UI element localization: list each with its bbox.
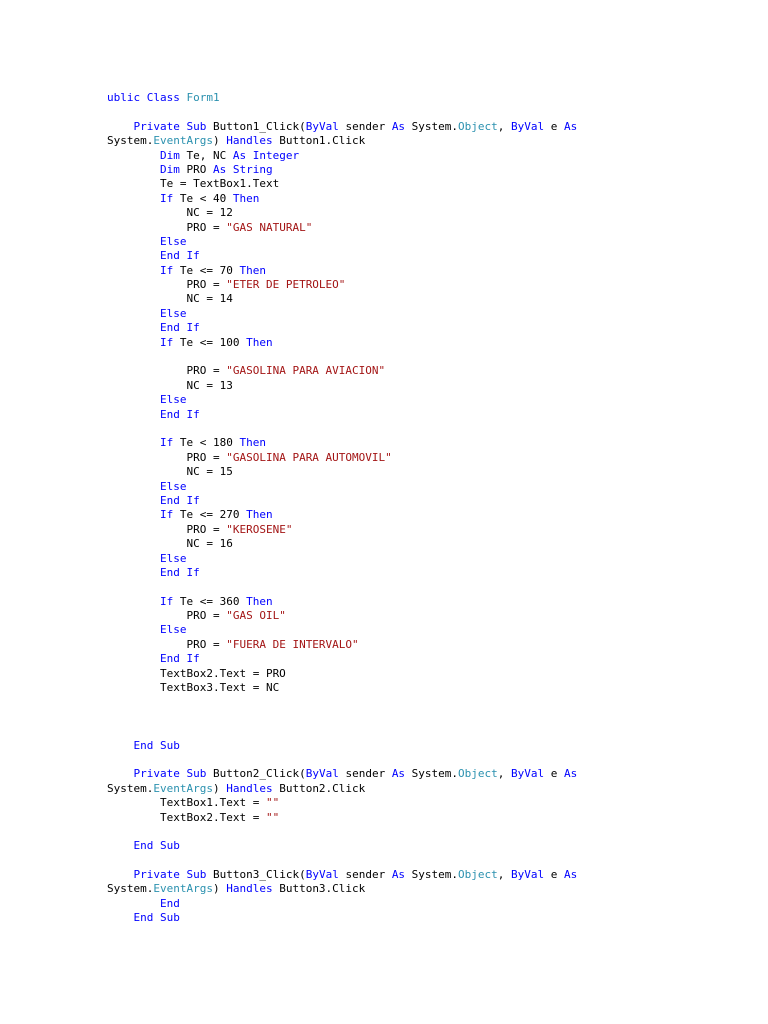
string-token: "KEROSENE" [226, 522, 293, 536]
code-token: Te <= 270 [173, 508, 247, 522]
code-token: e [544, 767, 565, 781]
type-token: EventArgs [153, 882, 213, 896]
code-token [107, 739, 134, 752]
code-token: sender [338, 119, 392, 133]
keyword-token: Private [133, 868, 180, 882]
code-token [107, 868, 134, 881]
keyword-token: Then [239, 436, 266, 450]
string-token: "" [265, 796, 280, 810]
code-line [107, 480, 747, 494]
code-token: Te < 180 [173, 436, 240, 450]
code-line [107, 811, 747, 825]
code-token: sender [338, 868, 392, 882]
code-line [107, 508, 747, 522]
code-line [107, 451, 747, 465]
code-token: PRO = [107, 637, 227, 651]
code-line [107, 710, 747, 724]
keyword-token: If [159, 436, 174, 450]
code-token: e [544, 119, 565, 133]
code-line [107, 911, 747, 925]
code-token: e [544, 868, 565, 882]
code-line [107, 278, 747, 292]
code-line [107, 379, 747, 393]
keyword-token: End Sub [133, 839, 180, 853]
code-token: System. [405, 767, 459, 781]
code-token: PRO = [107, 364, 227, 378]
code-token: System. [405, 119, 459, 133]
keyword-token: As [564, 868, 578, 882]
code-token [107, 839, 134, 852]
code-token: NC = 14 [107, 292, 233, 306]
code-token [107, 321, 160, 334]
code-token: NC = 12 [107, 206, 233, 220]
type-token: Form1 [186, 91, 220, 104]
keyword-token: Integer [252, 148, 300, 162]
code-token: , [497, 767, 512, 781]
code-line [107, 609, 747, 623]
code-line [107, 623, 747, 637]
keyword-token: Else [159, 479, 187, 493]
keyword-token: End If [159, 407, 200, 421]
keyword-token: ByVal [511, 119, 545, 133]
code-token: Te <= 360 [173, 594, 247, 608]
keyword-token: End If [159, 493, 200, 507]
code-token: System. [107, 134, 154, 148]
code-token [107, 911, 134, 924]
code-token [107, 336, 160, 349]
keyword-token: As [212, 162, 227, 176]
keyword-token: As [391, 868, 406, 882]
code-line [107, 321, 747, 335]
code-token: PRO = [107, 278, 227, 292]
type-token: EventArgs [153, 134, 213, 148]
code-line [107, 537, 747, 551]
keyword-token: As [391, 119, 406, 133]
code-token: TextBox3.Text = NC [107, 681, 280, 695]
keyword-token: Then [246, 335, 273, 349]
code-line [107, 221, 747, 235]
keyword-token: End [159, 896, 180, 910]
code-token [107, 566, 160, 579]
code-line [107, 897, 747, 911]
keyword-token: Else [159, 234, 187, 248]
code-line [107, 580, 747, 594]
keyword-token: Dim [159, 148, 180, 162]
code-line [107, 192, 747, 206]
keyword-token: End If [159, 565, 200, 579]
code-token [107, 623, 160, 636]
code-token [107, 249, 160, 262]
code-line [107, 681, 747, 695]
code-token: Te <= 100 [173, 335, 247, 349]
code-token [107, 235, 160, 248]
code-line [107, 724, 747, 738]
string-token: "ETER DE PETROLEO" [226, 278, 346, 292]
code-line [107, 595, 747, 609]
keyword-token: Dim [159, 162, 180, 176]
code-token: ) [212, 134, 227, 148]
code-token [107, 552, 160, 565]
code-token: PRO = [107, 522, 227, 536]
code-line [107, 264, 747, 278]
code-token: , [497, 119, 512, 133]
code-token: PRO [179, 162, 213, 176]
code-token [107, 767, 134, 780]
code-token: Button1_Click( [206, 119, 306, 133]
code-token: TextBox2.Text = PRO [107, 666, 286, 680]
keyword-token: End Sub [133, 911, 180, 925]
code-token: ) [212, 781, 227, 795]
keyword-token: As [391, 767, 406, 781]
code-token: TextBox2.Text = [107, 810, 266, 824]
code-line [107, 149, 747, 163]
code-token: Button3.Click [272, 882, 366, 896]
keyword-token: Else [159, 393, 187, 407]
code-line [107, 652, 747, 666]
keyword-token: Sub [186, 119, 207, 133]
code-line [107, 408, 747, 422]
keyword-token: Handles [226, 134, 273, 148]
keyword-token: If [159, 335, 174, 349]
type-token: Object [458, 868, 498, 882]
keyword-token: Sub [186, 767, 207, 781]
code-token: Button2_Click( [206, 767, 306, 781]
keyword-token: Else [159, 306, 187, 320]
string-token: "GASOLINA PARA AVIACION" [226, 364, 386, 378]
code-token [107, 120, 134, 133]
code-token [246, 149, 253, 162]
code-line [107, 235, 747, 249]
keyword-token: ByVal [305, 119, 339, 133]
keyword-token: As [232, 148, 247, 162]
code-token [107, 307, 160, 320]
code-token: System. [405, 868, 459, 882]
code-token [107, 163, 160, 176]
code-token [107, 393, 160, 406]
code-token: Te, NC [179, 148, 233, 162]
code-line [107, 839, 747, 853]
code-line [107, 364, 747, 378]
code-token: TextBox1.Text = [107, 796, 266, 810]
keyword-token: Private [133, 119, 180, 133]
keyword-token: Then [239, 263, 266, 277]
code-token: System. [107, 781, 154, 795]
code-token: Button2.Click [272, 781, 366, 795]
code-token [107, 149, 160, 162]
code-line [107, 336, 747, 350]
keyword-token: Handles [226, 781, 273, 795]
code-line [107, 206, 747, 220]
code-token: sender [338, 767, 392, 781]
keyword-token: Else [159, 623, 187, 637]
keyword-token: Private [133, 767, 180, 781]
keyword-token: ublic [107, 91, 147, 104]
code-line [107, 667, 747, 681]
code-line [107, 163, 747, 177]
code-line [107, 307, 747, 321]
code-token: PRO = [107, 609, 227, 623]
code-line [107, 436, 747, 450]
keyword-token: Then [246, 508, 273, 522]
keyword-token: Then [246, 594, 273, 608]
code-line [107, 177, 747, 191]
code-line [107, 422, 747, 436]
code-line [107, 292, 747, 306]
keyword-token: String [232, 162, 273, 176]
code-line [107, 393, 747, 407]
keyword-token: If [159, 263, 174, 277]
code-token: Button1.Click [272, 134, 366, 148]
keyword-token: ByVal [305, 868, 339, 882]
code-token: Te = TextBox1.Text [107, 177, 280, 191]
code-token [107, 192, 160, 205]
code-token [107, 652, 160, 665]
code-line [107, 739, 747, 753]
code-line [107, 552, 747, 566]
keyword-token: If [159, 191, 174, 205]
string-token: "GAS OIL" [226, 609, 286, 623]
code-line [107, 753, 747, 767]
keyword-token: End If [159, 652, 200, 666]
code-token: PRO = [107, 220, 227, 234]
keyword-token: Else [159, 551, 187, 565]
code-token: Te <= 70 [173, 263, 240, 277]
code-line [107, 249, 747, 263]
code-token [107, 595, 160, 608]
code-listing [107, 91, 747, 926]
keyword-token: As [564, 767, 578, 781]
code-token: Te < 40 [173, 191, 233, 205]
keyword-token: ByVal [511, 767, 545, 781]
code-line [107, 566, 747, 580]
keyword-token: End If [159, 321, 200, 335]
code-token: PRO = [107, 450, 227, 464]
code-line [107, 350, 747, 364]
code-token [107, 408, 160, 421]
code-token [107, 480, 160, 493]
code-line [107, 825, 747, 839]
keyword-token: ByVal [305, 767, 339, 781]
string-token: "GAS NATURAL" [226, 220, 313, 234]
keyword-token: Sub [186, 868, 207, 882]
keyword-token: As [564, 119, 578, 133]
code-line [107, 523, 747, 537]
code-line [107, 105, 747, 119]
code-line [107, 134, 747, 148]
keyword-token: ByVal [511, 868, 545, 882]
keyword-token: End Sub [133, 738, 180, 752]
code-line [107, 796, 747, 810]
string-token: "GASOLINA PARA AUTOMOVIL" [226, 450, 392, 464]
type-token: Object [458, 119, 498, 133]
code-token [107, 897, 160, 910]
code-line [107, 494, 747, 508]
code-token: ) [212, 882, 227, 896]
code-line [107, 868, 747, 882]
code-token [226, 163, 233, 176]
string-token: "" [265, 810, 280, 824]
code-token: , [497, 868, 512, 882]
code-line [107, 91, 747, 105]
code-token: System. [107, 882, 154, 896]
code-line [107, 882, 747, 896]
keyword-token: Then [232, 191, 260, 205]
type-token: EventArgs [153, 781, 213, 795]
type-token: Object [458, 767, 498, 781]
code-token: NC = 13 [107, 378, 233, 392]
code-token [107, 436, 160, 449]
code-token [107, 264, 160, 277]
code-token [107, 494, 160, 507]
keyword-token: Class [146, 91, 187, 104]
keyword-token: If [159, 594, 174, 608]
code-token: NC = 15 [107, 465, 233, 479]
code-line [107, 695, 747, 709]
code-line [107, 120, 747, 134]
keyword-token: If [159, 508, 174, 522]
keyword-token: Handles [226, 882, 273, 896]
code-line [107, 638, 747, 652]
code-line [107, 854, 747, 868]
code-line [107, 782, 747, 796]
code-token [107, 508, 160, 521]
code-token: Button3_Click( [206, 868, 306, 882]
string-token: "FUERA DE INTERVALO" [226, 637, 359, 651]
code-line [107, 767, 747, 781]
code-token: NC = 16 [107, 537, 233, 551]
keyword-token: End If [159, 249, 200, 263]
code-line [107, 465, 747, 479]
